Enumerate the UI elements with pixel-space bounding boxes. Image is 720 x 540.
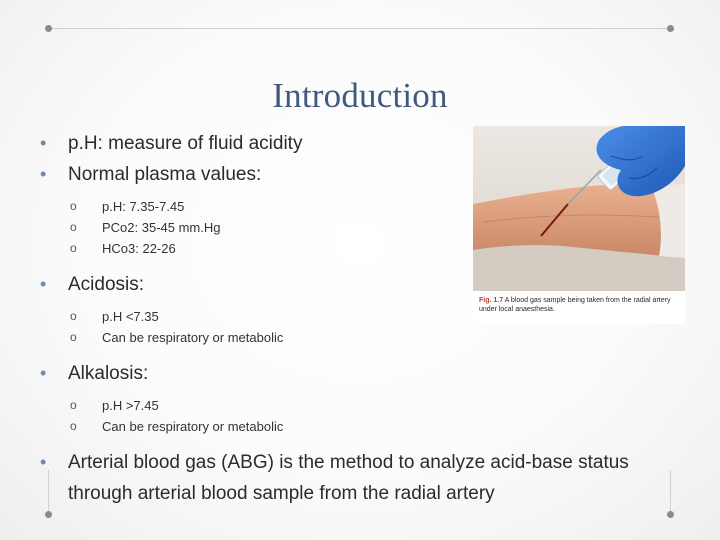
sub-text: HCo3: 22-26 bbox=[102, 241, 176, 256]
sub-marker: o bbox=[70, 419, 77, 433]
sub-marker: o bbox=[70, 220, 77, 234]
sub-item bbox=[30, 327, 680, 348]
frame-dot-top-left bbox=[45, 25, 52, 32]
bullet-item bbox=[30, 358, 680, 389]
slide-title: Introduction bbox=[272, 76, 448, 115]
sub-text: p.H <7.35 bbox=[102, 309, 159, 324]
sub-text: Can be respiratory or metabolic bbox=[102, 419, 284, 434]
bullet-marker: • bbox=[40, 363, 47, 383]
bullet-item bbox=[30, 447, 668, 509]
sub-item bbox=[30, 416, 680, 437]
frame-line-top bbox=[48, 28, 670, 29]
sub-text: Can be respiratory or metabolic bbox=[102, 330, 284, 345]
sub-item bbox=[30, 395, 680, 416]
bullet-marker: • bbox=[40, 452, 47, 472]
sub-marker: o bbox=[70, 199, 77, 213]
bullet-text: Acidosis: bbox=[68, 274, 145, 295]
bullet-text: Alkalosis: bbox=[68, 363, 149, 384]
bullet-text: p.H: measure of fluid acidity bbox=[68, 133, 303, 154]
bullet-text: Normal plasma values: bbox=[68, 164, 262, 185]
frame-dot-bottom-left bbox=[45, 511, 52, 518]
blood-gas-photo bbox=[473, 126, 685, 324]
bullet-marker: • bbox=[40, 133, 47, 153]
bullet-text: Arterial blood gas (ABG) is the method to analyze acid-base status through arterial blood sample from the radial artery bbox=[68, 452, 629, 504]
frame-dot-bottom-right bbox=[667, 511, 674, 518]
figure-caption bbox=[479, 296, 684, 314]
sub-marker: o bbox=[70, 330, 77, 344]
bullet-marker: • bbox=[40, 274, 47, 294]
radial-artery-sampling-illustration bbox=[473, 126, 685, 291]
figure-label: Fig. 1.7 bbox=[479, 297, 504, 304]
sub-marker: o bbox=[70, 309, 77, 323]
bullet-marker: • bbox=[40, 164, 47, 184]
sub-marker: o bbox=[70, 398, 77, 412]
sub-list bbox=[30, 395, 680, 437]
frame-dot-top-right bbox=[667, 25, 674, 32]
sub-text: PCo2: 35-45 mm.Hg bbox=[102, 220, 221, 235]
sub-marker: o bbox=[70, 241, 77, 255]
sub-text: p.H >7.45 bbox=[102, 398, 159, 413]
sub-text: p.H: 7.35-7.45 bbox=[102, 199, 185, 214]
figure-caption-text: A blood gas sample being taken from the radial artery under local anaesthesia. bbox=[479, 297, 671, 313]
